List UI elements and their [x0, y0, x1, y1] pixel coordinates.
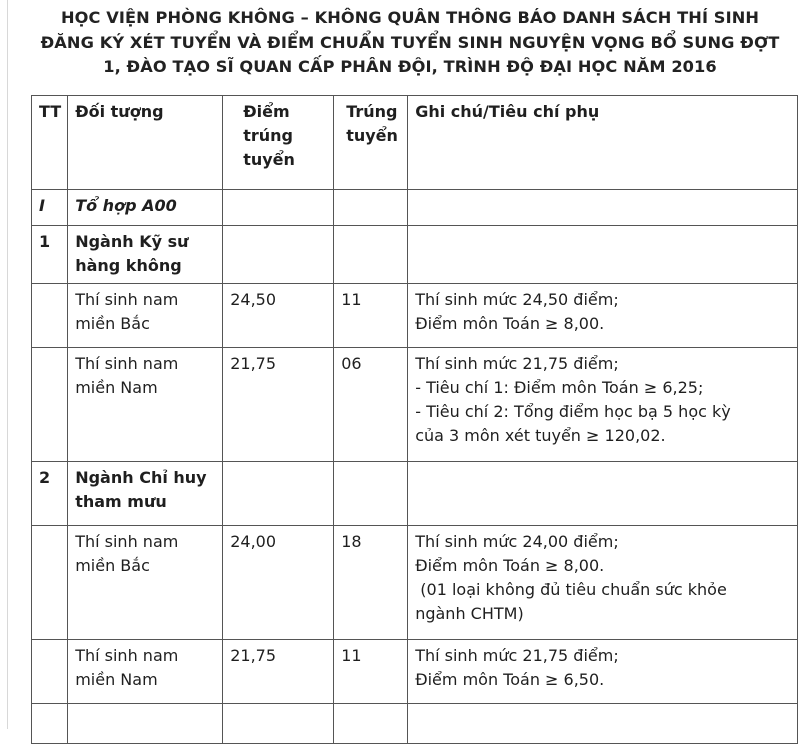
- row-admitted: 18: [334, 526, 408, 640]
- row-object: [68, 640, 223, 704]
- row-notes: [408, 640, 798, 704]
- group-tt: I: [32, 190, 68, 226]
- row-object-line: Thí sinh nam: [75, 646, 179, 665]
- major-tt: 1: [32, 226, 68, 284]
- row-object: [68, 526, 223, 640]
- document-title: [30, 6, 790, 80]
- note-line: - Tiêu chí 1: Điểm môn Toán ≥ 6,25;: [415, 378, 704, 397]
- note-line: Điểm môn Toán ≥ 8,00.: [415, 314, 605, 333]
- title-line-2: ĐĂNG KÝ XÉT TUYỂN VÀ ĐIỂM CHUẨN TUYỂN SINH NGUYỆN VỌNG BỔ SUNG ĐỢT: [40, 32, 780, 52]
- note-line: Thí sinh mức 24,50 điểm;: [415, 290, 619, 309]
- header-admitted: [334, 96, 408, 190]
- header-tt: TT: [32, 96, 68, 190]
- table-row: [32, 348, 798, 462]
- group-label: Tổ hợp A00: [68, 190, 223, 226]
- row-object-line: miền Bắc: [75, 314, 150, 333]
- row-notes: [408, 526, 798, 640]
- table-row: [32, 640, 798, 704]
- page-left-border: [7, 0, 8, 729]
- row-score: 24,50: [223, 284, 334, 348]
- row-notes: [408, 284, 798, 348]
- major-name-line: hàng không: [75, 256, 182, 275]
- header-score-line-2: trúng: [243, 126, 293, 145]
- header-score-line-3: tuyển: [243, 150, 295, 169]
- major-name-line: tham mưu: [75, 492, 167, 511]
- major-name: [68, 462, 223, 526]
- note-line: của 3 môn xét tuyển ≥ 120,02.: [415, 426, 666, 445]
- table-row: [32, 284, 798, 348]
- row-notes: [408, 348, 798, 462]
- row-score: 21,75: [223, 348, 334, 462]
- note-line: Điểm môn Toán ≥ 6,50.: [415, 670, 605, 689]
- title-line-3: 1, ĐÀO TẠO SĨ QUAN CẤP PHÂN ĐỘI, TRÌNH ĐỘ ĐẠI HỌC NĂM 2016: [103, 57, 717, 76]
- note-line: (01 loại không đủ tiêu chuẩn sức khỏe: [415, 580, 727, 599]
- note-line: Điểm môn Toán ≥ 8,00.: [415, 556, 605, 575]
- row-object-line: Thí sinh nam: [75, 290, 179, 309]
- row-admitted: 11: [334, 640, 408, 704]
- row-object-line: miền Bắc: [75, 556, 150, 575]
- major-name-line: Ngành Chỉ huy: [75, 468, 207, 487]
- note-line: Thí sinh mức 21,75 điểm;: [415, 354, 619, 373]
- major-row: [32, 462, 798, 526]
- header-score-line-1: Điểm: [243, 102, 290, 121]
- major-row: [32, 226, 798, 284]
- row-score: 24,00: [223, 526, 334, 640]
- major-tt: 2: [32, 462, 68, 526]
- row-object-line: Thí sinh nam: [75, 532, 179, 551]
- row-object: [68, 284, 223, 348]
- note-line: ngành CHTM): [415, 604, 524, 623]
- header-object: Đối tượng: [68, 96, 223, 190]
- row-admitted: 06: [334, 348, 408, 462]
- note-line: - Tiêu chí 2: Tổng điểm học bạ 5 học kỳ: [415, 402, 731, 421]
- row-object: [68, 348, 223, 462]
- note-line: Thí sinh mức 21,75 điểm;: [415, 646, 619, 665]
- major-name-line: Ngành Kỹ sư: [75, 232, 189, 251]
- note-line: Thí sinh mức 24,00 điểm;: [415, 532, 619, 551]
- major-name: [68, 226, 223, 284]
- admission-results-table: [31, 95, 798, 744]
- table-row: [32, 526, 798, 640]
- header-note: Ghi chú/Tiêu chí phụ: [408, 96, 798, 190]
- row-object-line: miền Nam: [75, 670, 158, 689]
- row-object-line: miền Nam: [75, 378, 158, 397]
- table-header-row: [32, 96, 798, 190]
- title-line-1: HỌC VIỆN PHÒNG KHÔNG – KHÔNG QUÂN THÔNG BÁO DANH SÁCH THÍ SINH: [60, 8, 759, 27]
- header-score: [223, 96, 334, 190]
- group-row: [32, 190, 798, 226]
- header-admitted-line-1: Trúng: [346, 102, 398, 121]
- table-row-cut: [32, 704, 798, 744]
- row-score: 21,75: [223, 640, 334, 704]
- row-admitted: 11: [334, 284, 408, 348]
- row-object-line: Thí sinh nam: [75, 354, 179, 373]
- header-admitted-line-2: tuyển: [346, 126, 398, 145]
